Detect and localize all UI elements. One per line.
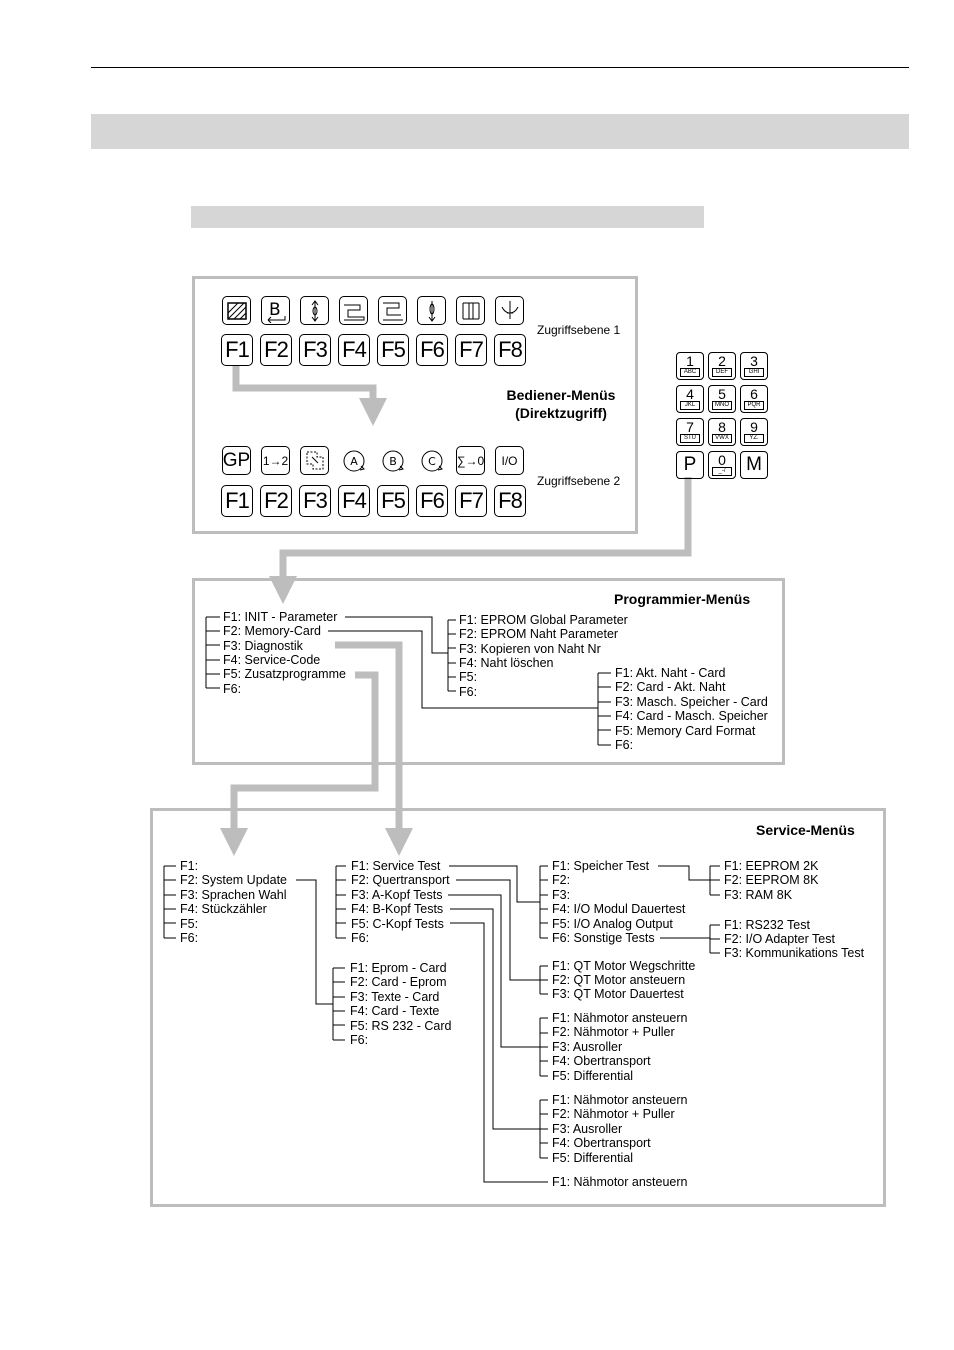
keypad-key-number: 4: [686, 386, 694, 402]
keypad-key-6[interactable]: [740, 385, 768, 413]
b-head-tests-item[interactable]: F4: Obertransport: [552, 1136, 651, 1151]
keypad-key-number: 3: [750, 353, 758, 369]
system-update-item[interactable]: F1: Eprom - Card: [350, 961, 447, 975]
keypad-key-letters: _-/: [712, 467, 732, 476]
memory-card-item[interactable]: F5: Memory Card Format: [615, 723, 756, 738]
system-update-item[interactable]: F6:: [350, 1033, 369, 1047]
keypad-key-number: 7: [686, 419, 694, 435]
f3-key[interactable]: F3: [299, 485, 331, 517]
cross-transport-item[interactable]: F3: QT Motor Dauertest: [552, 987, 684, 1002]
circle-b-icon[interactable]: [378, 446, 407, 475]
keypad-key-2[interactable]: [708, 352, 736, 380]
keypad-key-letters: DEF: [712, 368, 732, 377]
programming-menu-item[interactable]: F4: Service-Code: [223, 652, 321, 667]
p-key[interactable]: P: [676, 451, 704, 479]
keypad-key-number: 1: [686, 353, 694, 369]
f5-key[interactable]: F5: [377, 485, 409, 517]
keypad-key-1[interactable]: [676, 352, 704, 380]
other-tests-item[interactable]: F3: Kommunikations Test: [724, 946, 865, 961]
additional-programs-item[interactable]: F2: System Update: [180, 873, 287, 888]
additional-programs-item[interactable]: F5:: [180, 916, 199, 931]
memory-card-item[interactable]: F2: Card - Akt. Naht: [615, 680, 726, 695]
service-test-item[interactable]: F2:: [552, 873, 571, 888]
memory-test-item[interactable]: F1: EEPROM 2K: [724, 859, 819, 873]
circle-a-icon[interactable]: [339, 446, 368, 475]
f2-key[interactable]: F2: [260, 334, 292, 366]
f1-key[interactable]: F1: [221, 334, 253, 366]
keypad-key-letters: ABC: [680, 368, 700, 377]
presser-foot-raised-icon[interactable]: [378, 296, 407, 325]
keypad-key-4[interactable]: [676, 385, 704, 413]
programming-menu-item[interactable]: F3: Diagnostik: [223, 638, 303, 653]
init-parameter-item[interactable]: F1: EPROM Global Parameter: [459, 613, 628, 627]
arrow-zusatz-to-service: [234, 675, 375, 842]
system-update-item[interactable]: F5: RS 232 - Card: [350, 1018, 452, 1033]
f4-key[interactable]: F4: [338, 485, 370, 517]
init-parameter-item[interactable]: F5:: [459, 670, 478, 685]
b-head-tests-item[interactable]: F5: Differential: [552, 1150, 634, 1165]
hatch-square-icon[interactable]: [222, 296, 251, 325]
programming-menu-item[interactable]: F2: Memory-Card: [223, 624, 321, 639]
f6-key[interactable]: F6: [416, 334, 448, 366]
keypad-key-number: 6: [750, 386, 758, 402]
svg-text:B: B: [268, 299, 281, 320]
f4-key[interactable]: F4: [338, 334, 370, 366]
needle-down-icon[interactable]: [417, 296, 446, 325]
service-test-item[interactable]: F5: I/O Analog Output: [552, 916, 673, 931]
init-parameter-item[interactable]: F3: Kopieren von Naht Nr: [459, 641, 601, 656]
keypad-key-number: 9: [750, 419, 758, 435]
diagnostics-item[interactable]: F6:: [351, 931, 370, 945]
b-head-tests-item[interactable]: F3: Ausroller: [552, 1121, 623, 1136]
system-update-item[interactable]: F3: Texte - Card: [350, 989, 440, 1004]
diagnostics-item[interactable]: F3: A-Kopf Tests: [351, 887, 443, 902]
additional-programs-item[interactable]: F6:: [180, 931, 199, 945]
m-key[interactable]: M: [740, 451, 768, 479]
diagnostics-item[interactable]: F1: Service Test: [351, 859, 441, 873]
a-head-tests-item[interactable]: F5: Differential: [552, 1068, 634, 1083]
seam-length-icon[interactable]: [456, 296, 485, 325]
f7-key[interactable]: F7: [455, 485, 487, 517]
keypad-key-0[interactable]: [708, 451, 736, 479]
svg-text:A: A: [349, 454, 358, 468]
memory-test-item[interactable]: F3: RAM 8K: [724, 887, 793, 902]
needle-up-down-icon[interactable]: [300, 296, 329, 325]
keypad-key-7[interactable]: [676, 418, 704, 446]
svg-text:C: C: [427, 454, 436, 468]
presser-foot-icon[interactable]: [339, 296, 368, 325]
additional-programs-item[interactable]: F1:: [180, 859, 199, 873]
sequence-1-2-icon[interactable]: 1→2: [261, 446, 290, 475]
keypad-key-letters: GHI: [744, 368, 764, 377]
bobbin-icon[interactable]: [300, 446, 329, 475]
a-head-tests-item[interactable]: F4: Obertransport: [552, 1054, 651, 1069]
circle-c-icon[interactable]: [417, 446, 446, 475]
access-level-2-label: Zugriffsebene 2: [537, 474, 621, 488]
service-test-item[interactable]: F3:: [552, 887, 571, 902]
b-return-icon[interactable]: [261, 296, 290, 325]
keypad-key-8[interactable]: [708, 418, 736, 446]
system-update-item[interactable]: F2: Card - Eprom: [350, 975, 447, 990]
init-parameter-item[interactable]: F4: Naht löschen: [459, 655, 554, 670]
programming-menus-title: Programmier-Menüs: [614, 591, 751, 607]
programming-menu-item[interactable]: F1: INIT - Parameter: [223, 610, 338, 624]
arrow-f1-to-level2: [236, 366, 373, 412]
memory-test-item[interactable]: F2: EEPROM 8K: [724, 873, 819, 888]
keypad-key-letters: JKL: [680, 401, 700, 410]
service-menus-title: Service-Menüs: [756, 822, 855, 838]
f1-key[interactable]: F1: [221, 485, 253, 517]
keypad-key-letters: VWX: [712, 434, 732, 443]
programming-menu-item[interactable]: F5: Zusatzprogramme: [223, 667, 346, 682]
service-test-item[interactable]: F4: I/O Modul Dauertest: [552, 902, 686, 917]
keypad-key-number: 5: [718, 386, 726, 402]
f8-key[interactable]: F8: [494, 485, 526, 517]
memory-card-item[interactable]: F4: Card - Masch. Speicher: [615, 709, 768, 724]
system-update-item[interactable]: F4: Card - Texte: [350, 1004, 440, 1019]
a-head-tests-item[interactable]: F1: Nähmotor ansteuern: [552, 1011, 688, 1025]
f6-key[interactable]: F6: [416, 485, 448, 517]
other-tests-item[interactable]: F1: RS232 Test: [724, 918, 810, 932]
operator-menus-title: Bediener-Menüs: [506, 387, 616, 403]
memory-card-item[interactable]: F1: Akt. Naht - Card: [615, 666, 726, 680]
keypad-key-number: 8: [718, 419, 726, 435]
additional-programs-item[interactable]: F3: Sprachen Wahl: [180, 887, 287, 902]
keypad-key-3[interactable]: [740, 352, 768, 380]
programming-menu-item[interactable]: F6:: [223, 681, 242, 696]
sum-reset-icon[interactable]: ∑→0: [456, 446, 485, 475]
additional-programs-item[interactable]: F4: Stückzähler: [180, 902, 267, 917]
diagnostics-item[interactable]: F5: C-Kopf Tests: [351, 916, 444, 931]
keypad-key-5[interactable]: [708, 385, 736, 413]
f5-key[interactable]: F5: [377, 334, 409, 366]
memory-card-item[interactable]: F6:: [615, 738, 634, 752]
svg-text:B: B: [388, 454, 397, 468]
keypad-key-letters: PQR: [744, 401, 764, 410]
keypad-key-letters: MNO: [712, 401, 732, 410]
init-parameter-item[interactable]: F6:: [459, 684, 478, 699]
f8-key[interactable]: F8: [494, 334, 526, 366]
f2-key[interactable]: F2: [260, 485, 292, 517]
service-test-item[interactable]: F1: Speicher Test: [552, 859, 650, 873]
access-level-1-label: Zugriffsebene 1: [537, 323, 621, 337]
other-tests-item[interactable]: F2: I/O Adapter Test: [724, 932, 835, 947]
on-off-icon[interactable]: I/O: [495, 446, 524, 475]
cross-transport-item[interactable]: F1: QT Motor Wegschritte: [552, 959, 696, 973]
keypad-key-9[interactable]: [740, 418, 768, 446]
a-head-tests-item[interactable]: F3: Ausroller: [552, 1039, 623, 1054]
diagnostics-item[interactable]: F4: B-Kopf Tests: [351, 902, 444, 917]
keypad-key-number: 0: [718, 452, 726, 468]
init-parameter-item[interactable]: F2: EPROM Naht Parameter: [459, 627, 619, 642]
keypad-key-number: 2: [718, 353, 726, 369]
f3-key[interactable]: F3: [299, 334, 331, 366]
f7-key[interactable]: F7: [455, 334, 487, 366]
service-test-item[interactable]: F6: Sonstige Tests: [552, 931, 655, 945]
b-head-tests-item[interactable]: F2: Nähmotor + Puller: [552, 1107, 675, 1122]
gp-icon[interactable]: GP: [222, 446, 251, 475]
diagnostics-item[interactable]: F2: Quertransport: [351, 873, 450, 888]
keypad-key-letters: YZ.: [744, 434, 764, 443]
a-head-tests-item[interactable]: F2: Nähmotor + Puller: [552, 1025, 675, 1040]
cross-transport-item[interactable]: F2: QT Motor ansteuern: [552, 973, 686, 988]
thread-cutter-icon[interactable]: [495, 296, 524, 325]
operator-menus-subtitle: (Direktzugriff): [515, 405, 607, 421]
c-head-tests-item[interactable]: F1: Nähmotor ansteuern: [552, 1175, 688, 1189]
b-head-tests-item[interactable]: F1: Nähmotor ansteuern: [552, 1093, 688, 1107]
keypad-key-letters: STU: [680, 434, 700, 443]
memory-card-item[interactable]: F3: Masch. Speicher - Card: [615, 694, 768, 709]
